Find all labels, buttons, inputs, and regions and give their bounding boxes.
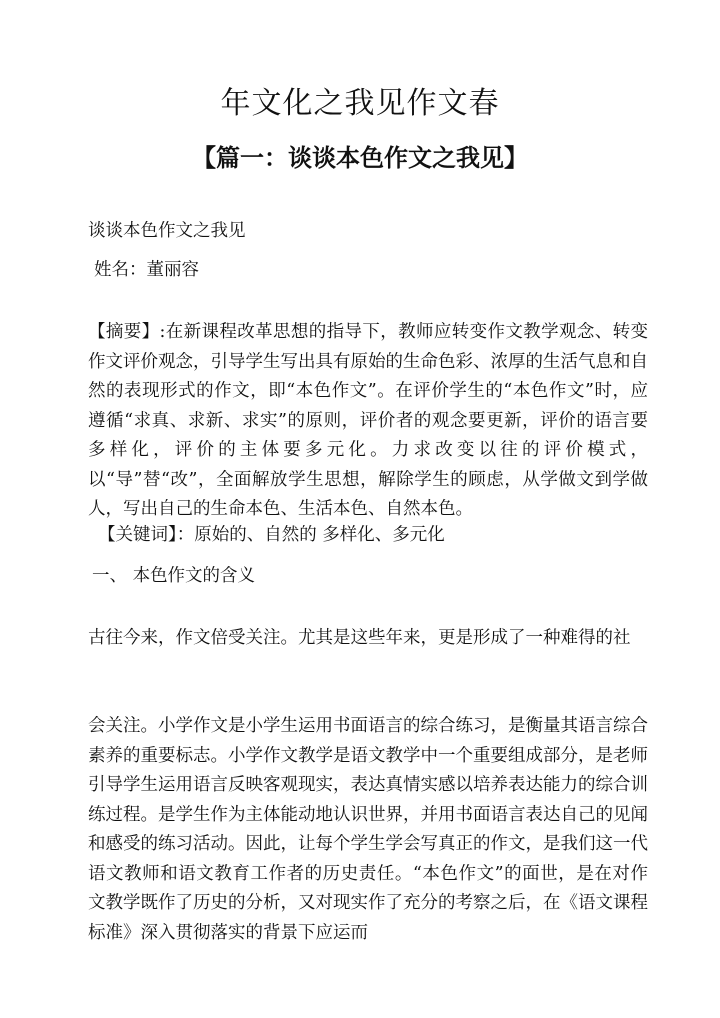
document-subtitle: 【篇一：谈谈本色作文之我见】 bbox=[192, 143, 528, 172]
body-paragraph-1: 古往今来，作文倍受关注。尤其是这些年来，更是形成了一种难得的社 bbox=[88, 628, 631, 648]
abstract-paragraph: 【摘要】:在新课程改革思想的指导下，教师应转变作文教学观念、转变作文评价观念，引导学生写出具有原始的生命色彩、浓厚的生活气息和自然的表现形式的作文，即“本色作文”。在评价学生的“本色作文”时，应遵循“求真、求新、求实”的原则，评价者的观念要更新，评价的语言要多样化，评价的主体要多元化。力求改变以往的评价模式，以“导”替“改”，全面解放学生思想，解除学生的顾虑，从学做文到学做人，写出自己的生命本色、生活本色、自然本色。 bbox=[88, 322, 648, 519]
section-heading-1: 一、 本色作文的含义 bbox=[92, 566, 256, 586]
document-title: 年文化之我见作文春 bbox=[220, 86, 500, 121]
body-paragraph-2: 会关注。小学作文是小学生运用书面语言的综合练习，是衡量其语言综合素养的重要标志。小学作文教学是语文教学中一个重要组成部分，是老师引导学生运用语言反映客观现实，表达真情实感以培养表达能力的综合训练过程。是学生作为主体能动地认识世界，并用书面语言表达自己的见闻和感受的练习活动。因此，让每个学生学会写真正的作文，是我们这一代语文教师和语文教育工作者的历史责任。“本色作文”的面世，是在对作文教学既作了历史的分析，又对现实作了充分的考察之后，在《语文课程标准》深入贯彻落实的背景下应运而 bbox=[88, 716, 648, 943]
article-heading: 谈谈本色作文之我见 bbox=[88, 221, 246, 241]
author-line: 姓名：董丽容 bbox=[94, 260, 199, 280]
keywords-line: 【关键词】：原始的、自然的 多样化、多元化 bbox=[98, 525, 445, 545]
